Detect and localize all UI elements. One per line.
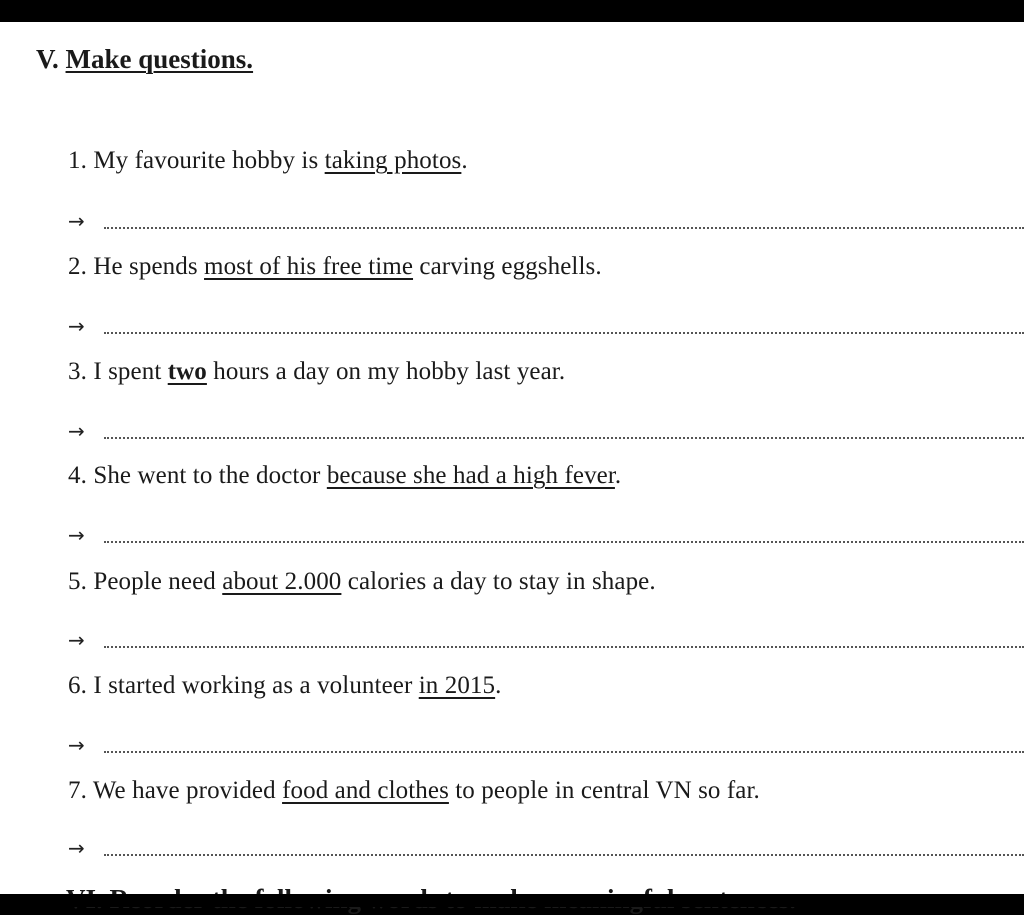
question-number: 1.: [68, 147, 87, 174]
arrow-icon: →: [68, 628, 85, 652]
question-text-end: to people in central VN so far.: [448, 777, 760, 804]
answer-line-7[interactable]: [68, 835, 1024, 861]
underlined-phrase: about 2.000: [222, 568, 342, 595]
underlined-phrase: in 2015: [418, 672, 496, 699]
question-number: 2.: [68, 253, 87, 280]
arrow-icon: →: [68, 419, 85, 443]
question-number: 5.: [68, 568, 87, 595]
underlined-phrase: two: [167, 358, 207, 385]
question-text-end: .: [495, 672, 502, 699]
question-text-end: carving eggshells.: [413, 253, 602, 280]
underlined-phrase: because she had a high fever: [326, 462, 615, 489]
underlined-phrase: food and clothes: [282, 777, 449, 804]
answer-line-4[interactable]: [68, 522, 1024, 548]
worksheet-page: [0, 22, 1024, 894]
underlined-phrase: most of his free time: [204, 253, 414, 280]
question-text: People need: [93, 568, 223, 595]
question-text: I started working as a volunteer: [93, 672, 419, 699]
dotted-line: [104, 332, 1024, 334]
section-number: V.: [36, 44, 59, 74]
dotted-line: [104, 854, 1024, 856]
question-text-end: .: [614, 462, 622, 489]
section-title: Make questions.: [65, 44, 254, 74]
question-text: I spent: [93, 358, 168, 385]
question-text-end: calories a day to stay in shape.: [341, 568, 656, 595]
bottom-black-bar: [0, 894, 1024, 907]
arrow-icon: →: [68, 836, 85, 860]
question-1: [68, 147, 468, 175]
question-text-end: .: [461, 147, 468, 174]
question-text: He spends: [93, 253, 205, 280]
section-heading: [36, 44, 253, 75]
dotted-line: [104, 227, 1024, 229]
arrow-icon: →: [68, 314, 85, 338]
question-2: [68, 253, 602, 281]
question-7: [68, 777, 760, 805]
question-5: [68, 568, 656, 596]
question-3: [68, 358, 565, 386]
answer-line-3[interactable]: [68, 418, 1024, 444]
answer-line-6[interactable]: [68, 732, 1024, 758]
arrow-icon: →: [68, 733, 85, 757]
dotted-line: [104, 646, 1024, 648]
dotted-line: [104, 437, 1024, 439]
question-4: [68, 462, 621, 490]
question-number: 6.: [68, 672, 87, 699]
arrow-icon: →: [68, 209, 85, 233]
question-text: My favourite hobby is: [93, 147, 325, 174]
answer-line-1[interactable]: [68, 208, 1024, 234]
question-text-end: hours a day on my hobby last year.: [206, 358, 566, 385]
question-text: We have provided: [92, 777, 283, 804]
question-number: 7.: [68, 777, 87, 804]
question-6: [68, 672, 502, 700]
dotted-line: [104, 751, 1024, 753]
answer-line-2[interactable]: [68, 313, 1024, 339]
question-number: 3.: [68, 358, 87, 385]
answer-line-5[interactable]: [68, 627, 1024, 653]
underlined-phrase: taking photos: [324, 147, 462, 174]
question-number: 4.: [68, 462, 87, 489]
question-text: She went to the doctor: [93, 462, 327, 489]
dotted-line: [104, 541, 1024, 543]
arrow-icon: →: [68, 523, 85, 547]
